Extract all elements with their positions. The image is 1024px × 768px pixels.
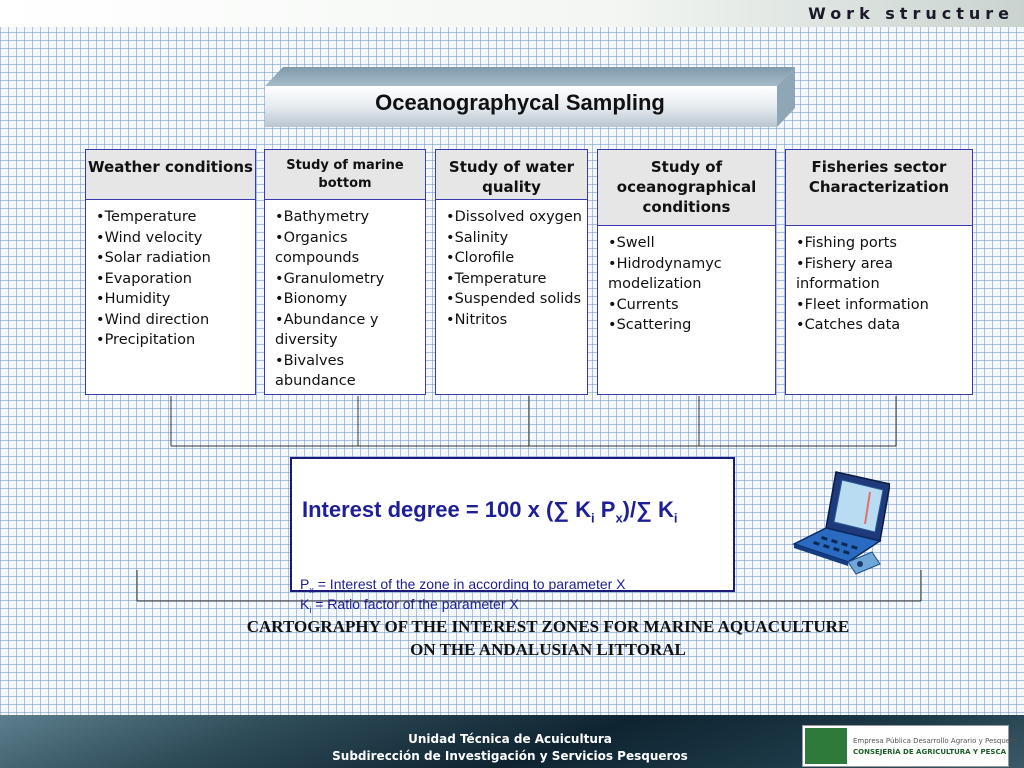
list-item: • Nitritos (446, 310, 587, 331)
list-item: • Currents (608, 295, 775, 316)
list-item: • Suspended solids (446, 289, 587, 310)
category-title: Study of water quality (436, 150, 587, 200)
list-item: • Dissolved oxygen (446, 207, 587, 228)
list-item: • Organics compounds (275, 228, 425, 269)
list-item: • Hidrodynamyc modelization (608, 254, 775, 295)
slide-title: Work structure (808, 4, 1014, 23)
category-water-quality (435, 149, 588, 395)
category-items (598, 226, 775, 336)
ki-text: = Ratio factor of the parameter X (311, 596, 519, 612)
category-items (265, 200, 425, 392)
sum-symbol: ∑ (553, 497, 569, 522)
caption-line-1: CARTOGRAPHY OF THE INTEREST ZONES FOR MARINE AQUACULTURE (246, 617, 850, 636)
category-fisheries-sector (785, 149, 973, 395)
junta-andalucia-emblem-icon (805, 728, 847, 764)
formula-division: )/ (622, 497, 637, 522)
list-item: • Bionomy (275, 289, 425, 310)
list-item: • Wind velocity (96, 228, 255, 249)
category-weather-conditions (85, 149, 256, 395)
list-item: • Bathymetry (275, 207, 425, 228)
list-item: • Catches data (796, 315, 972, 336)
footer-department-name: Subdirección de Investigación y Servicios Pesqueros (332, 749, 688, 763)
list-item: • Precipitation (96, 330, 255, 351)
category-title: Study of oceanographical conditions (598, 150, 775, 226)
category-oceanographical-conditions (597, 149, 776, 395)
logo-line-2: CONSEJERÍA DE AGRICULTURA Y PESCA (853, 748, 1007, 756)
caption-line-2: ON THE ANDALUSIAN LITTORAL (410, 640, 686, 659)
list-item: • Wind direction (96, 310, 255, 331)
formula-x-subscript: x (615, 510, 623, 526)
formula-prefix: Interest degree = 100 x ( (302, 497, 554, 522)
list-item: • Salinity (446, 228, 587, 249)
category-title: Weather conditions (86, 150, 255, 200)
main-process-box (265, 66, 795, 128)
institution-logo (802, 725, 1018, 767)
px-definition (300, 576, 626, 595)
interest-degree-formula (302, 495, 722, 533)
list-item: • Clorofile (446, 248, 587, 269)
ki-subscript: i (309, 604, 312, 615)
list-item: • Granulometry (275, 269, 425, 290)
ki-definition (300, 596, 519, 615)
list-item: • Swell (608, 233, 775, 254)
list-item: • Fishing ports (796, 233, 972, 254)
list-item: • Fishery area information (796, 254, 972, 295)
px-subscript: x (309, 584, 314, 595)
formula-box (290, 457, 735, 592)
list-item: • Temperature (96, 207, 255, 228)
list-item: • Abundance y diversity (275, 310, 425, 351)
formula-i-subscript: i (673, 510, 678, 526)
formula-k: K (575, 497, 591, 522)
category-items (436, 200, 587, 330)
formula-i-subscript: i (591, 510, 595, 526)
list-item: • Scattering (608, 315, 775, 336)
category-items (86, 200, 255, 351)
category-title: Study of marine bottom (265, 150, 425, 200)
list-item: • Bivalves abundance (275, 351, 425, 392)
category-title: Fisheries sector Characterization (786, 150, 972, 226)
list-item: • Humidity (96, 289, 255, 310)
formula-k: K (657, 497, 674, 522)
px-text: = Interest of the zone in according to parameter X (313, 576, 626, 592)
list-item: • Solar radiation (96, 248, 255, 269)
formula-p: P (600, 497, 616, 522)
main-process-title: Oceanographycal Sampling (375, 90, 665, 115)
list-item: • Fleet information (796, 295, 972, 316)
category-items (786, 226, 972, 336)
footer-unit-name: Unidad Técnica de Acuicultura (408, 732, 612, 746)
px-letter: P (300, 576, 310, 592)
logo-line-1: Empresa Pública Desarrollo Agrario y Pesquero (853, 737, 1018, 745)
category-marine-bottom (264, 149, 426, 395)
ki-letter: K (300, 596, 310, 612)
sum-symbol: ∑ (636, 497, 652, 522)
list-item: • Temperature (446, 269, 587, 290)
list-item: • Evaporation (96, 269, 255, 290)
laptop-computer-icon (790, 466, 890, 578)
